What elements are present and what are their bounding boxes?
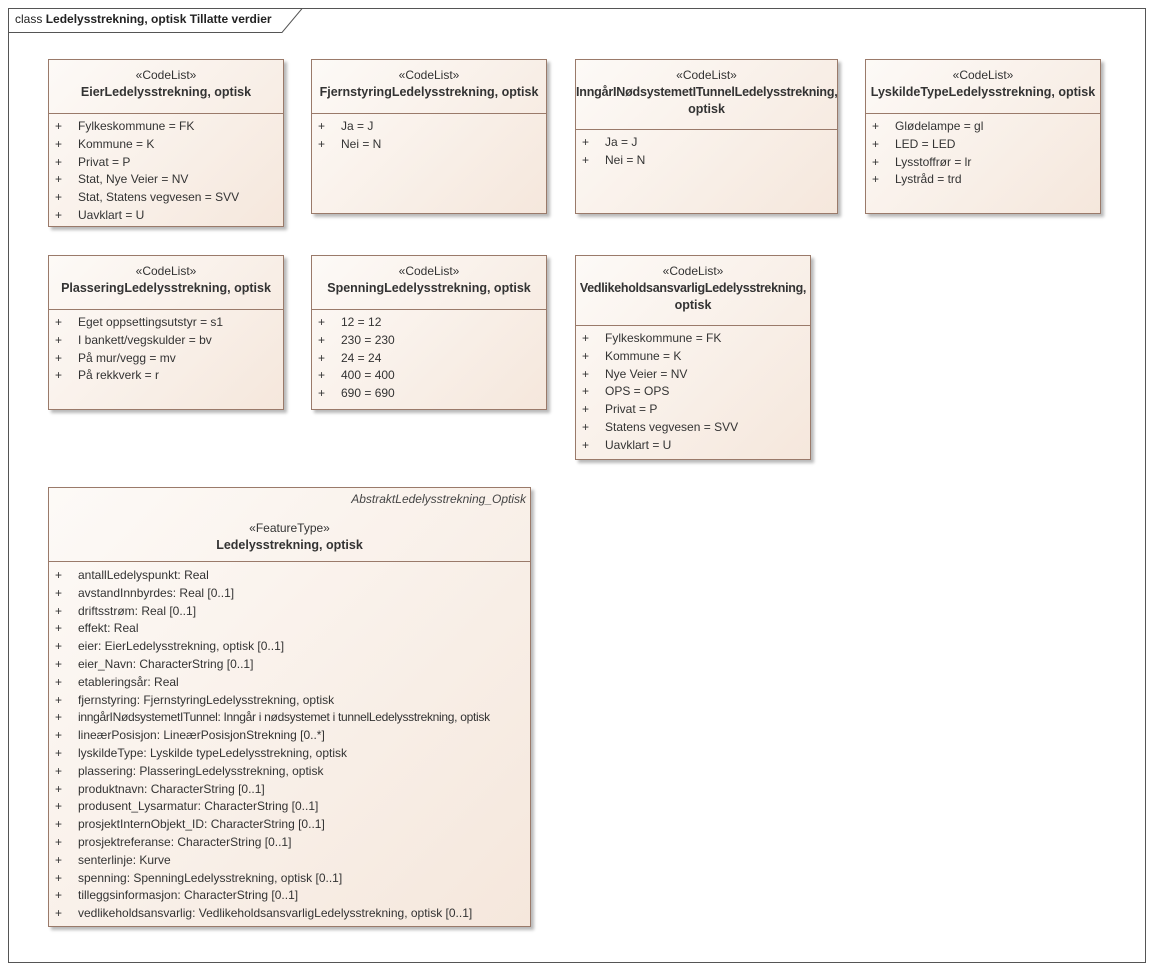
codelist-lyskildetype[interactable] <box>865 59 1101 214</box>
class-name-line-2: optisk <box>688 102 725 116</box>
attribute-list <box>576 130 837 170</box>
stereotype-label: «CodeList» <box>662 264 724 278</box>
class-header <box>576 60 837 130</box>
table-row: + tilleggsinformasjon: CharacterString [0..1] <box>55 888 299 903</box>
list-item: + 230 = 230 <box>318 332 395 347</box>
codelist-spenning[interactable] <box>311 255 547 410</box>
codelist-fjernstyring[interactable] <box>311 59 547 214</box>
list-item: + LED = LED <box>872 136 956 151</box>
table-row: + vedlikeholdsansvarlig: VedlikeholdsansvarligLedelysstrekning, optisk [0..1] <box>55 906 473 921</box>
abstract-parent-label: AbstraktLedelysstrekning_Optisk <box>351 492 526 506</box>
list-item: + Uavklart = U <box>55 207 145 222</box>
attribute-list <box>576 326 810 455</box>
class-name: Ledelysstrekning, optisk <box>216 538 363 552</box>
list-item: + Statens vegvesen = SVV <box>582 419 739 434</box>
list-item: + Nei = N <box>582 152 646 167</box>
codelist-vedlikeholdsansvarlig[interactable] <box>575 255 811 460</box>
table-row: + produktnavn: CharacterString [0..1] <box>55 781 265 796</box>
frame-title <box>15 12 272 26</box>
list-item: + Nye Veier = NV <box>582 366 688 381</box>
list-item: + 12 = 12 <box>318 315 382 329</box>
list-item: + I bankett/vegskulder = bv <box>55 332 212 347</box>
class-header <box>312 256 546 310</box>
list-item: + Stat, Nye Veier = NV <box>55 172 189 187</box>
table-row: + spenning: SpenningLedelysstrekning, optisk [0..1] <box>55 870 343 885</box>
attribute-list <box>866 114 1100 189</box>
codelist-eier[interactable] <box>48 59 284 227</box>
stereotype-label: «CodeList» <box>135 68 197 82</box>
class-name: EierLedelysstrekning, optisk <box>80 85 252 99</box>
table-row: + antallLedelyspunkt: Real <box>55 568 209 582</box>
stereotype-label: «CodeList» <box>676 68 737 82</box>
table-row: + effekt: Real <box>55 621 139 636</box>
list-item: + 24 = 24 <box>318 350 382 365</box>
table-row: + avstandInnbyrdes: Real [0..1] <box>55 585 235 600</box>
class-name: LyskildeTypeLedelysstrekning, optisk <box>870 85 1096 99</box>
class-name-line-1: InngårINødsystemetITunnelLedelysstrekning, <box>576 85 838 99</box>
list-item: + Ja = J <box>318 119 374 133</box>
list-item: + Lystråd = trd <box>872 172 962 187</box>
table-row: + prosjektreferanse: CharacterString [0..1] <box>55 834 292 849</box>
class-header <box>49 60 283 114</box>
stereotype-label: «CodeList» <box>135 264 197 278</box>
list-item: + Eget oppsettingsutstyr = s1 <box>55 315 224 329</box>
class-name: PlasseringLedelysstrekning, optisk <box>61 281 271 295</box>
class-header <box>49 256 283 310</box>
list-item: + Kommune = K <box>582 348 682 363</box>
list-item: + OPS = OPS <box>582 384 670 399</box>
table-row: + senterlinje: Kurve <box>55 852 171 867</box>
table-row: + etableringsår: Real <box>55 674 179 689</box>
class-header <box>49 488 530 562</box>
class-name-line-1: VedlikeholdsansvarligLedelysstrekning, <box>579 281 807 295</box>
list-item: + Kommune = K <box>55 136 155 151</box>
list-item: + Fylkeskommune = FK <box>582 331 722 345</box>
attribute-list <box>49 310 283 385</box>
list-item: + Privat = P <box>582 402 658 417</box>
codelist-plassering[interactable] <box>48 255 284 410</box>
list-item: + Ja = J <box>582 135 638 149</box>
list-item: + På mur/vegg = mv <box>55 350 176 365</box>
table-row: + prosjektInternObjekt_ID: CharacterString [0..1] <box>55 817 325 832</box>
table-row: + produsent_Lysarmatur: CharacterString [0..1] <box>55 799 319 814</box>
attribute-list <box>49 562 530 923</box>
class-name-line-2: optisk <box>674 298 712 312</box>
stereotype-label: «CodeList» <box>952 68 1014 82</box>
stereotype-label: «CodeList» <box>398 68 460 82</box>
table-row: + driftsstrøm: Real [0..1] <box>55 603 197 618</box>
attribute-list <box>49 114 283 225</box>
table-row: + lineærPosisjon: LineærPosisjonStrekning [0..*] <box>55 728 325 743</box>
class-header <box>576 256 810 326</box>
list-item: + 400 = 400 <box>318 368 395 383</box>
list-item: + Uavklart = U <box>582 437 672 452</box>
attribute-list <box>312 114 546 154</box>
table-row: + lyskildeType: Lyskilde typeLedelysstrekning, optisk <box>55 745 348 760</box>
class-header <box>312 60 546 114</box>
featuretype-ledelysstrekning[interactable] <box>48 487 531 927</box>
list-item: + 690 = 690 <box>318 386 395 401</box>
list-item: + Lysstoffrør = lr <box>872 154 972 169</box>
list-item: + Stat, Statens vegvesen = SVV <box>55 190 240 205</box>
table-row: + fjernstyring: FjernstyringLedelysstrekning, optisk <box>55 692 335 707</box>
list-item: + Nei = N <box>318 136 382 151</box>
class-name: FjernstyringLedelysstrekning, optisk <box>319 85 539 99</box>
frame-name: Ledelysstrekning, optisk Tillatte verdier <box>45 12 272 26</box>
list-item: + Privat = P <box>55 154 131 169</box>
table-row: + plassering: PlasseringLedelysstrekning, optisk <box>55 763 324 778</box>
list-item: + Fylkeskommune = FK <box>55 119 195 133</box>
class-name: SpenningLedelysstrekning, optisk <box>327 281 531 295</box>
list-item: + Glødelampe = gl <box>872 119 984 133</box>
codelist-inngaar-i-nodsystemet[interactable] <box>575 59 838 214</box>
stereotype-label: «CodeList» <box>398 264 460 278</box>
frame-keyword: class <box>15 12 43 26</box>
list-item: + På rekkverk = r <box>55 368 160 383</box>
attribute-list <box>312 310 546 403</box>
class-header <box>866 60 1100 114</box>
stereotype-label: «FeatureType» <box>249 521 330 535</box>
table-row: + eier_Navn: CharacterString [0..1] <box>55 656 254 671</box>
table-row: + inngårINødsystemetITunnel: Inngår i nødsystemet i tunnelLedelysstrekning, optisk <box>55 710 490 725</box>
table-row: + eier: EierLedelysstrekning, optisk [0..1] <box>55 639 285 654</box>
